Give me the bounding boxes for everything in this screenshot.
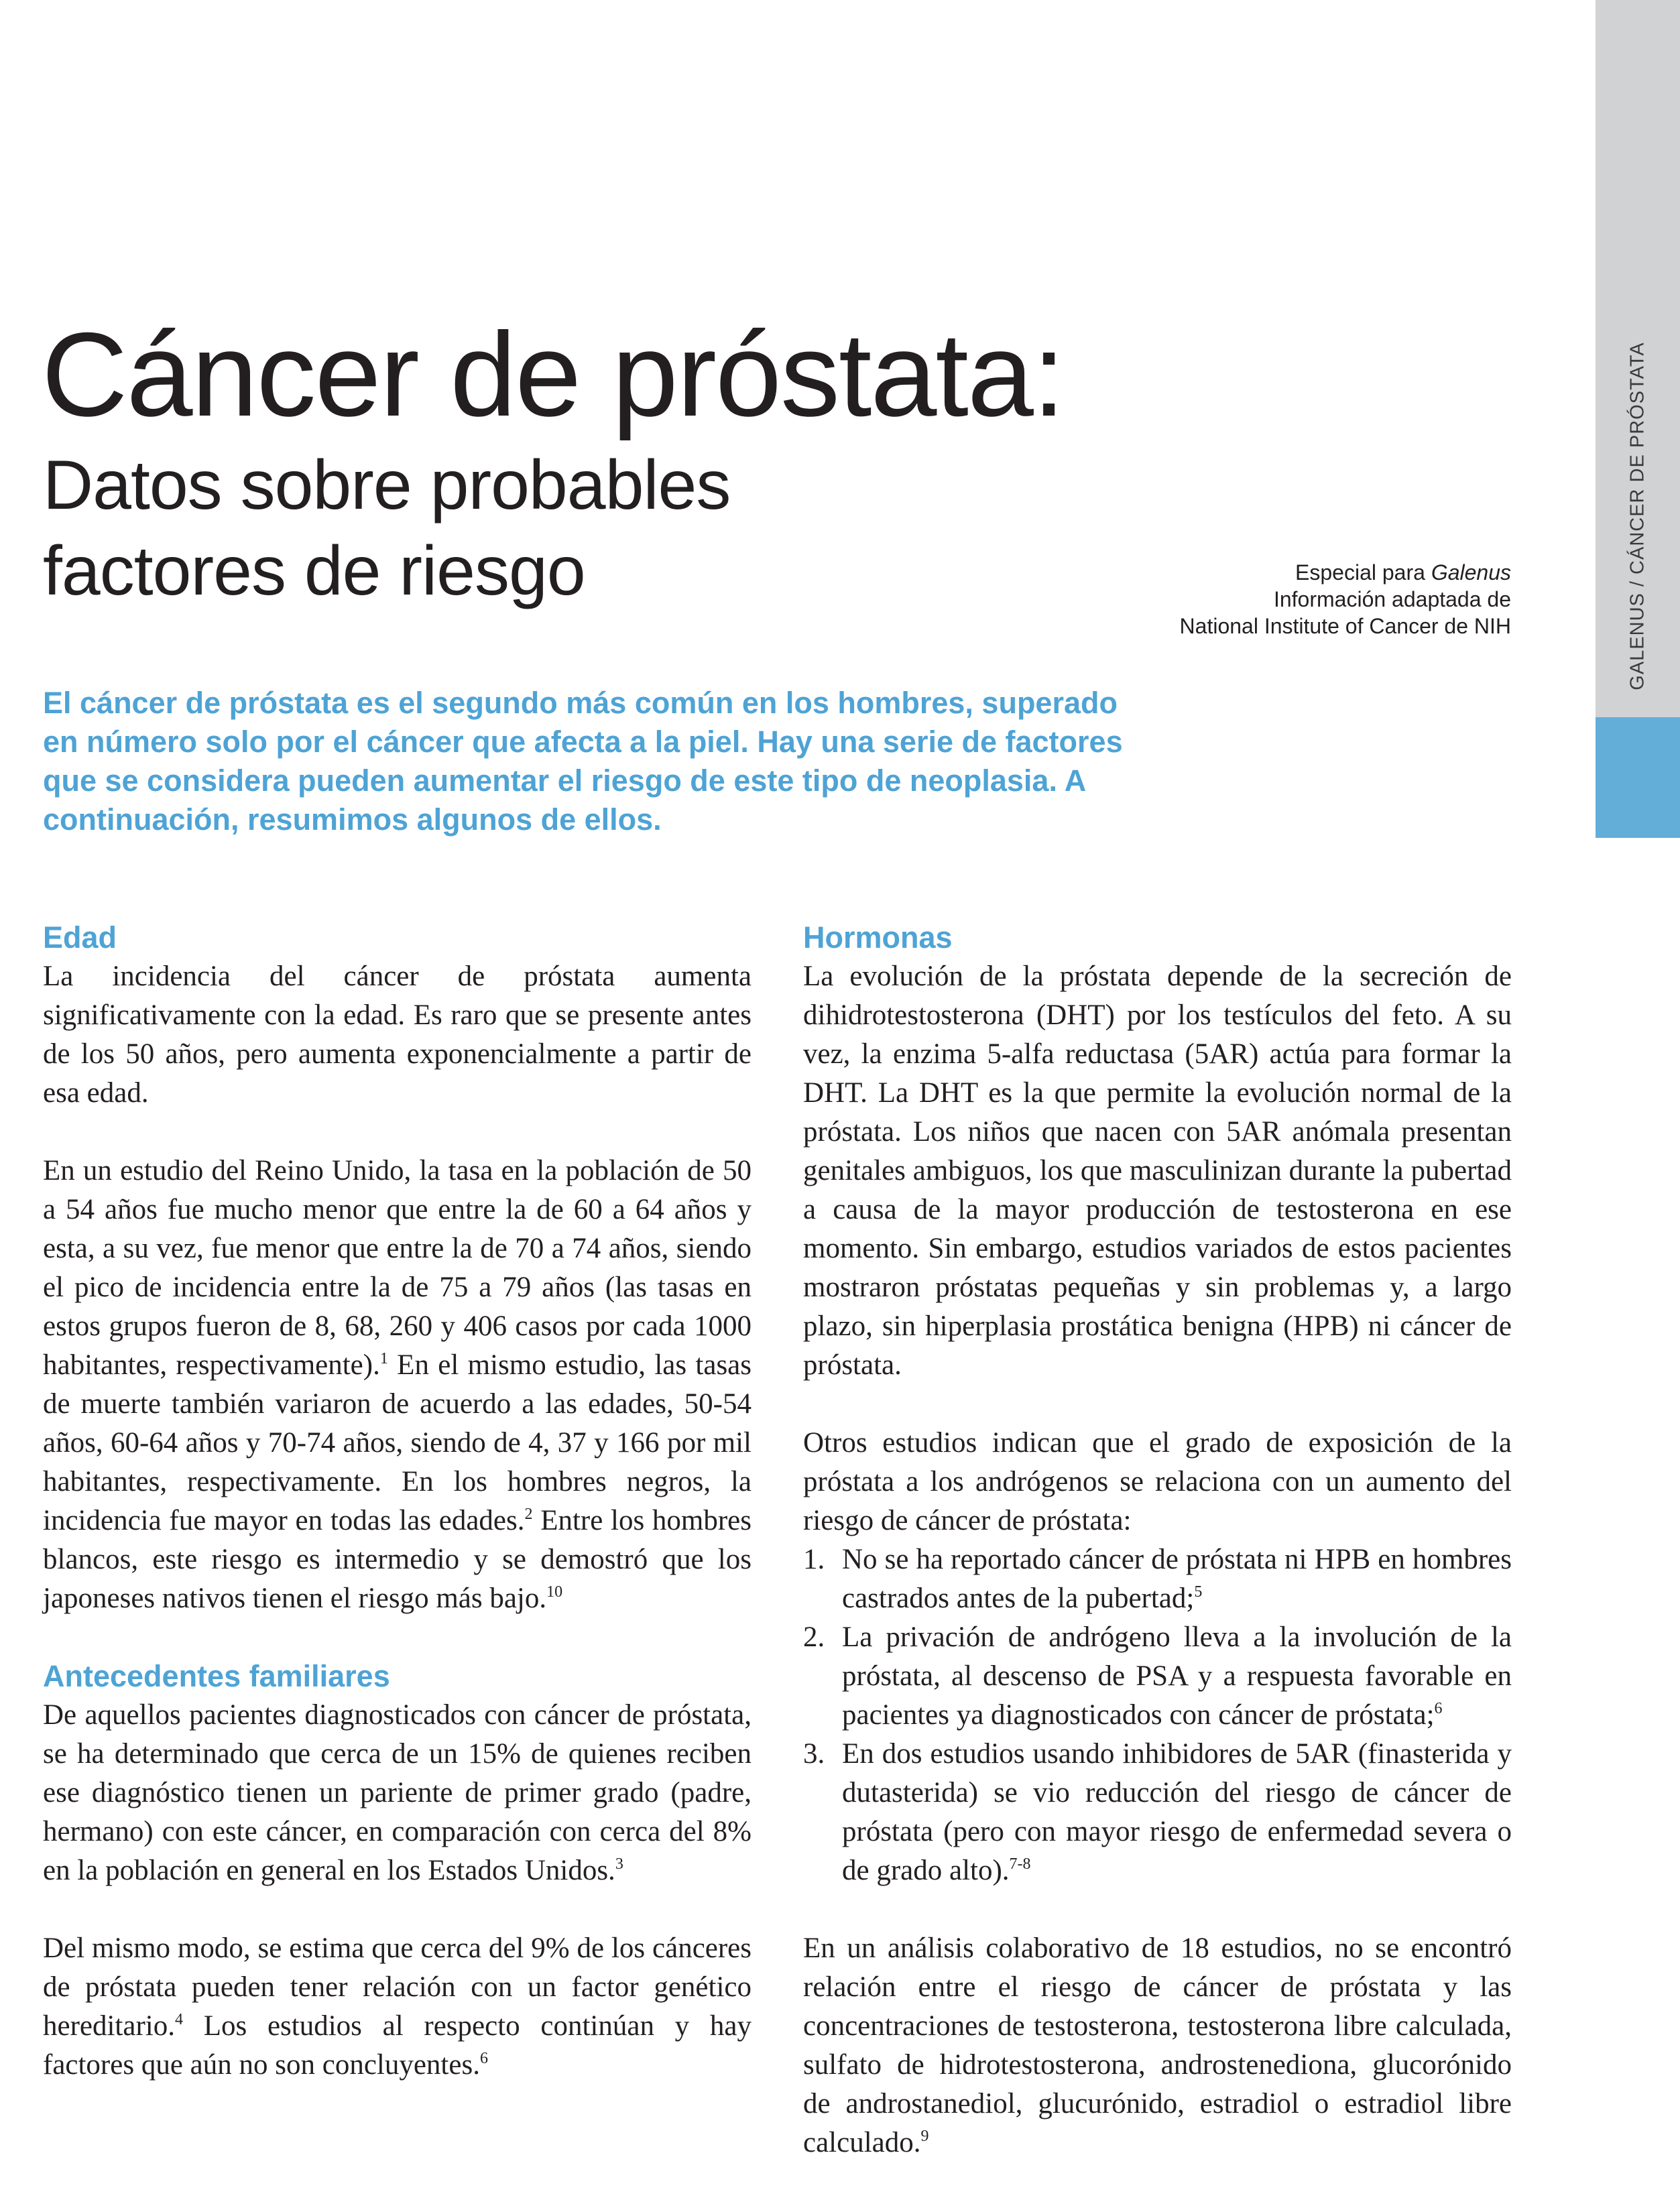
page-number-block: [1596, 717, 1680, 1504]
right-column: [803, 918, 1512, 2162]
credit-prefix: Especial para: [1295, 560, 1431, 585]
page-number: 27: [1612, 1452, 1664, 1504]
footnote-ref: 5: [1194, 1583, 1203, 1601]
credit-publication: Galenus: [1431, 560, 1511, 585]
paragraph-hormonas-1: La evolución de la próstata depende de la secreción de dihidrotestosterona (DHT) por los testículos del feto. A su vez, la enzima 5-alfa reductasa (5AR) actúa para formar la DHT. La DHT es la que permite la evolución normal de la próstata. Los niños que nacen con 5AR anómala presentan genitales ambiguos, los que masculinizan durante la pubertad a causa de la mayor producción de testosterona en ese momento. Sin embargo, estudios variados de estos pacientes mostraron próstatas pequeñas y sin problemas y, a largo plazo, sin hiperplasia prostática benigna (HPB) ni cáncer de próstata.: [803, 961, 1512, 1381]
footnote-ref: 2: [524, 1506, 533, 1523]
article-credit: [1180, 559, 1511, 639]
heading-antecedentes: Antecedentes familiares: [43, 1659, 390, 1693]
heading-hormonas: Hormonas: [803, 920, 953, 955]
section-label: GALENUS / CÁNCER DE PRÓSTATA: [1626, 342, 1648, 690]
footnote-ref: 10: [546, 1583, 563, 1601]
subtitle-line-1: Datos sobre probables: [43, 446, 731, 524]
list-item: 2. La privación de andrógeno lleva a la involución de la próstata, al descenso de PSA y a respuesta favorable en pacientes ya diagnosticados con cáncer de próstata;$^6$: [803, 1621, 1512, 1731]
paragraph-hormonas-3: En un análisis colaborativo de 18 estudios, no se encontró relación entre el riesgo de cáncer de próstata y las concentraciones de testosterona, testosterona libre calculada, sulfato de hidrotestosterona, androstenediona, glucorónido de androstanediol, glucurónido, estradiol o estradiol libre calculado.$^9$: [803, 1932, 1512, 2158]
heading-edad: Edad: [43, 920, 117, 955]
paragraph-hormonas-2: Otros estudios indican que el grado de exposición de la próstata a los andrógenos se relaciona con un aumento del riesgo de cáncer de próstata:: [803, 1427, 1512, 1536]
article-subtitle: [43, 442, 914, 614]
credit-line-2: Información adaptada de: [1273, 587, 1511, 611]
side-tab: [1596, 0, 1680, 2212]
side-tab-gray: [1596, 0, 1680, 717]
paragraph-edad-2: En un estudio del Reino Unido, la tasa en la población de 50 a 54 años fue mucho menor que entre la de 60 a 64 años y esta, a su vez, fue menor que entre la de 70 a 74 años, siendo el pico de incidencia entre la de 75 a 79 años (las tasas en estos grupos fueron de 8, 68, 260 y 406 casos por cada 1000 habitantes, respectivamente).$^1$ En el mismo estudio, las tasas de muerte también variaron de acuerdo a las edades, 50-54 años, 60-64 años y 70-74 años, siendo de 4, 37 y 166 por mil habitantes, respectivamente. En los hombres negros, la incidencia fue mayor en todas las edades.$^2$ Entre los hombres blancos, este riesgo es intermedio y se demostró que los japoneses nativos tienen el riesgo más bajo.$^{10}$: [43, 1155, 752, 1614]
left-column: [43, 918, 752, 2085]
list-item: 1. No se ha reportado cáncer de próstata ni HPB en hombres castrados antes de la pubertad;$^5$: [803, 1544, 1512, 1614]
paragraph-edad-1: La incidencia del cáncer de próstata aumenta significativamente con la edad. Es raro que se presente antes de los 50 años, pero aumenta exponencialmente a partir de esa edad.: [43, 961, 752, 1109]
credit-line-3: National Institute of Cancer de NIH: [1179, 614, 1511, 638]
list-item: 3. En dos estudios usando inhibidores de 5AR (finasterida y dutasterida) se vio reducción del riesgo de cáncer de próstata (pero con mayor riesgo de enfermedad severa o de grado alto).$^{7-8}$: [803, 1738, 1512, 1886]
article-title: Cáncer de próstata:: [42, 308, 1065, 441]
paragraph-familia-2: Del mismo modo, se estima que cerca del 9% de los cánceres de próstata pueden tener relación con un factor genético hereditario.$^4$ Los estudios al respecto continúan y hay factores que aún no son concluyentes.$^6$: [43, 1932, 752, 2081]
footnote-ref: 7-8: [1009, 1855, 1031, 1873]
footnote-ref: 6: [479, 2050, 488, 2067]
footnote-ref: 6: [1434, 1700, 1443, 1717]
hormonas-list: [803, 1540, 1512, 1890]
paragraph-familia-1: De aquellos pacientes diagnosticados con cáncer de próstata, se ha determinado que cerca de un 15% de quienes reciben ese diagnóstico tienen un pariente de primer grado (padre, hermano) con este cáncer, en comparación con cerca del 8% en la población en general en los Estados Unidos.$^3$: [43, 1699, 752, 1886]
footnote-ref: 3: [615, 1855, 623, 1873]
footnote-ref: 9: [920, 2128, 929, 2145]
footnote-ref: 1: [379, 1350, 388, 1367]
subtitle-line-2: factores de riesgo: [43, 532, 585, 610]
footnote-ref: 4: [175, 2011, 183, 2028]
lead-paragraph: El cáncer de próstata es el segundo más común en los hombres, superado en número solo por el cáncer que afecta a la piel. Hay una serie de factores que se considera pueden aumentar el riesgo de este tipo de neoplasia. A continuación, resumimos algunos de ellos.: [43, 686, 1123, 837]
